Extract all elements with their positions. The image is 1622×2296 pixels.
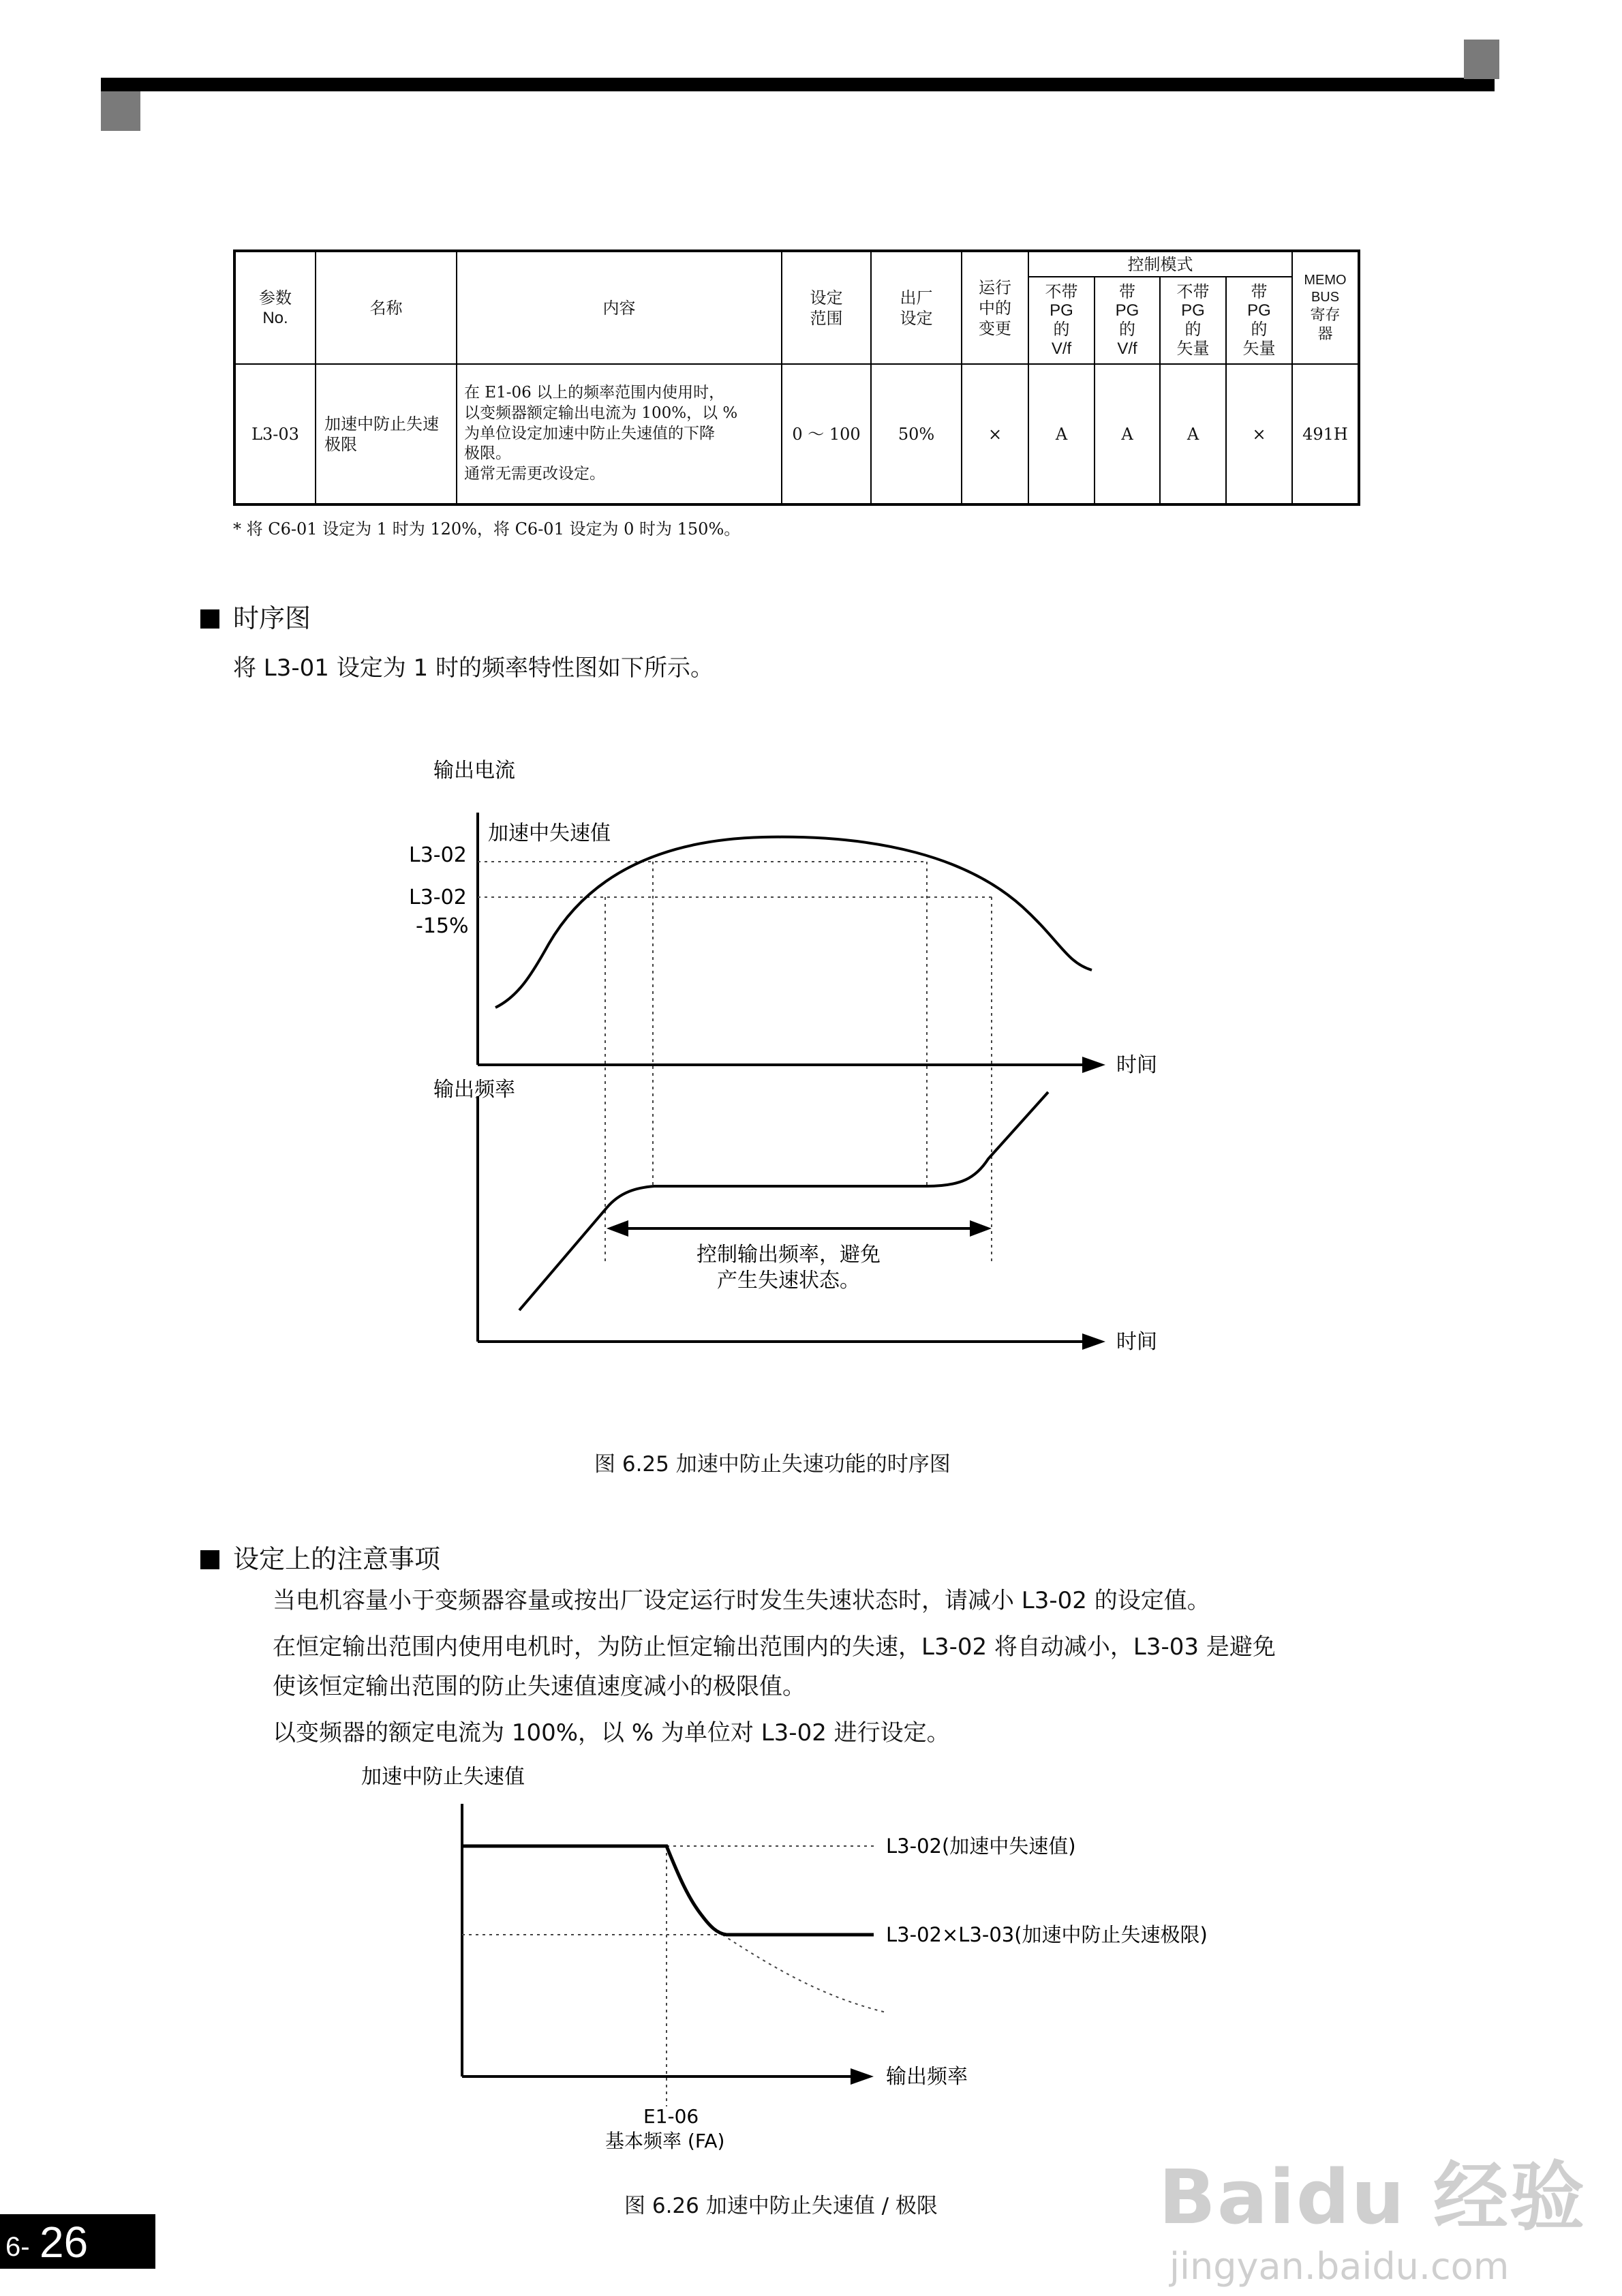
watermark-url: jingyan.baidu.com bbox=[1169, 2245, 1510, 2288]
fig625-current-curve bbox=[495, 837, 1092, 1008]
mode-1-line-1: 不带 bbox=[1045, 282, 1078, 301]
mode-3-line-4: 矢量 bbox=[1176, 338, 1210, 358]
header-param-no: No. bbox=[262, 308, 288, 327]
mode-4-line-4: 矢量 bbox=[1242, 338, 1276, 358]
memobus-line-4: 器 bbox=[1317, 325, 1333, 343]
header-change-text: 运行 中的 变更 bbox=[979, 277, 1011, 338]
fig625-arrow-left-icon bbox=[607, 1220, 628, 1237]
mode-1-line-4: V/f bbox=[1051, 339, 1072, 358]
page-number-tab bbox=[0, 2214, 155, 2269]
row-mode-4: × bbox=[1226, 364, 1292, 504]
row-param-no: L3-03 bbox=[234, 364, 316, 504]
row-name: 加速中防止失速极限 bbox=[316, 364, 457, 504]
fig625-x-arrow-bottom-icon bbox=[1082, 1333, 1105, 1350]
row-range: 0 ～ 100 bbox=[782, 364, 871, 504]
mode-1-line-3: 的 bbox=[1053, 320, 1070, 339]
header-range-text: 设定 范围 bbox=[810, 288, 843, 328]
header-default-text: 出厂 设定 bbox=[900, 288, 933, 328]
row-mode-2: A bbox=[1095, 364, 1160, 504]
content-line-5: 通常无需更改设定。 bbox=[464, 465, 605, 483]
header-control-mode: 控制模式 bbox=[1028, 251, 1292, 277]
fig625-l302b-label: L3-02 bbox=[409, 886, 467, 909]
mode-2-line-1: 带 bbox=[1119, 282, 1135, 301]
memobus-line-1: MEMO bbox=[1304, 273, 1347, 288]
mode-4-line-2: PG bbox=[1247, 301, 1271, 320]
content-line-2: 以变频器额定输出电流为 100%，以 % bbox=[464, 404, 738, 422]
mode-2-line-2: PG bbox=[1115, 301, 1139, 320]
row-mode-3: A bbox=[1160, 364, 1226, 504]
mode-4-line-1: 带 bbox=[1251, 282, 1268, 301]
content-line-3: 为单位设定加速中防止失速值的下降 bbox=[464, 424, 715, 442]
content-line-1: 在 E1-06 以上的频率范围内使用时， bbox=[464, 383, 725, 402]
fig626-caption: 图 6.26 加速中防止失速值 / 极限 bbox=[624, 2194, 938, 2218]
mode-2-line-3: 的 bbox=[1119, 320, 1135, 339]
square-bullet-icon bbox=[200, 1550, 219, 1569]
figure-6-26-stall-limit-chart bbox=[0, 1745, 1622, 2154]
fig625-stall-label: 加速中失速值 bbox=[488, 821, 611, 845]
fig625-y1-label: 输出电流 bbox=[433, 759, 515, 783]
content-line-4: 极限。 bbox=[464, 444, 511, 463]
row-change: × bbox=[962, 364, 1028, 504]
notes-paragraph-3: 以变频器的额定电流为 100%，以 % 为单位对 L3-02 进行设定。 bbox=[273, 1719, 950, 1747]
fig626-e106-label: E1-06 bbox=[643, 2105, 699, 2128]
fig626-limit-curve bbox=[462, 1846, 874, 1935]
mode-3-line-2: PG bbox=[1181, 301, 1205, 320]
section-heading-notes bbox=[200, 1538, 440, 1575]
fig625-l302-label: L3-02 bbox=[409, 843, 467, 867]
header-param-text: 参数 bbox=[259, 288, 292, 307]
watermark-brand: Baidu 经验 bbox=[1159, 2154, 1587, 2241]
notes-paragraph-1: 当电机容量小于变频器容量或按出厂设定运行时发生失速状态时，请减小 L3-02 的设定值。 bbox=[273, 1587, 1210, 1614]
mode-1-line-2: PG bbox=[1050, 301, 1073, 320]
section-title-notes: 设定上的注意事项 bbox=[233, 1544, 441, 1574]
page-chapter: 6- bbox=[5, 2232, 30, 2262]
mode-3-line-3: 的 bbox=[1184, 320, 1202, 339]
mode-4-line-3: 的 bbox=[1251, 320, 1268, 339]
memobus-line-3: 寄存 bbox=[1310, 307, 1341, 324]
fig626-label-1: L3-02(加速中失速值) bbox=[886, 1834, 1076, 1858]
fig625-time2-label: 时间 bbox=[1116, 1330, 1157, 1354]
baidu-watermark bbox=[1159, 2137, 1586, 2288]
page-number: 26 bbox=[40, 2218, 89, 2267]
fig625-l302c-label: -15% bbox=[416, 914, 469, 938]
header-name: 名称 bbox=[316, 251, 457, 364]
fig625-arrow-right-icon bbox=[970, 1220, 992, 1237]
fig625-arrow-text-1: 控制输出频率，避免 bbox=[697, 1243, 881, 1267]
table-footnote: * 将 C6-01 设定为 1 时为 120%，将 C6-01 设定为 0 时为 150%。 bbox=[233, 519, 741, 539]
row-mode-1: A bbox=[1028, 364, 1095, 504]
notes-paragraph-2a: 在恒定输出范围内使用电机时，为防止恒定输出范围内的失速，L3-02 将自动减小，L3-03 是避免 bbox=[273, 1633, 1276, 1661]
memobus-line-2: BUS bbox=[1311, 290, 1340, 305]
fig626-base-freq-label: 基本频率 (FA) bbox=[605, 2130, 725, 2152]
header-content: 内容 bbox=[457, 251, 782, 364]
fig626-label-2: L3-02×L3-03(加速中防止失速极限) bbox=[886, 1923, 1208, 1946]
fig626-x-arrow-icon bbox=[851, 2068, 874, 2085]
fig625-x-arrow-top-icon bbox=[1082, 1057, 1105, 1073]
fig625-caption: 图 6.25 加速中防止失速功能的时序图 bbox=[594, 1452, 951, 1477]
fig626-x-label: 输出频率 bbox=[886, 2065, 968, 2089]
fig625-arrow-text-2: 产生失速状态。 bbox=[717, 1269, 860, 1293]
row-default: 50% bbox=[871, 364, 962, 504]
fig626-dotted-decay-curve bbox=[722, 1935, 886, 2012]
mode-3-line-1: 不带 bbox=[1176, 282, 1210, 301]
mode-2-line-4: V/f bbox=[1117, 339, 1137, 358]
section-title-timing: 时序图 bbox=[233, 603, 311, 633]
fig625-y2-label: 输出频率 bbox=[433, 1078, 515, 1102]
notes-paragraph-2b: 使该恒定输出范围的防止失速值速度减小的极限值。 bbox=[273, 1673, 806, 1700]
fig626-y-label: 加速中防止失速值 bbox=[361, 1765, 525, 1789]
section-text-timing: 将 L3-01 设定为 1 时的频率特性图如下所示。 bbox=[233, 654, 714, 682]
fig625-time1-label: 时间 bbox=[1116, 1053, 1157, 1077]
row-register: 491H bbox=[1292, 364, 1359, 504]
